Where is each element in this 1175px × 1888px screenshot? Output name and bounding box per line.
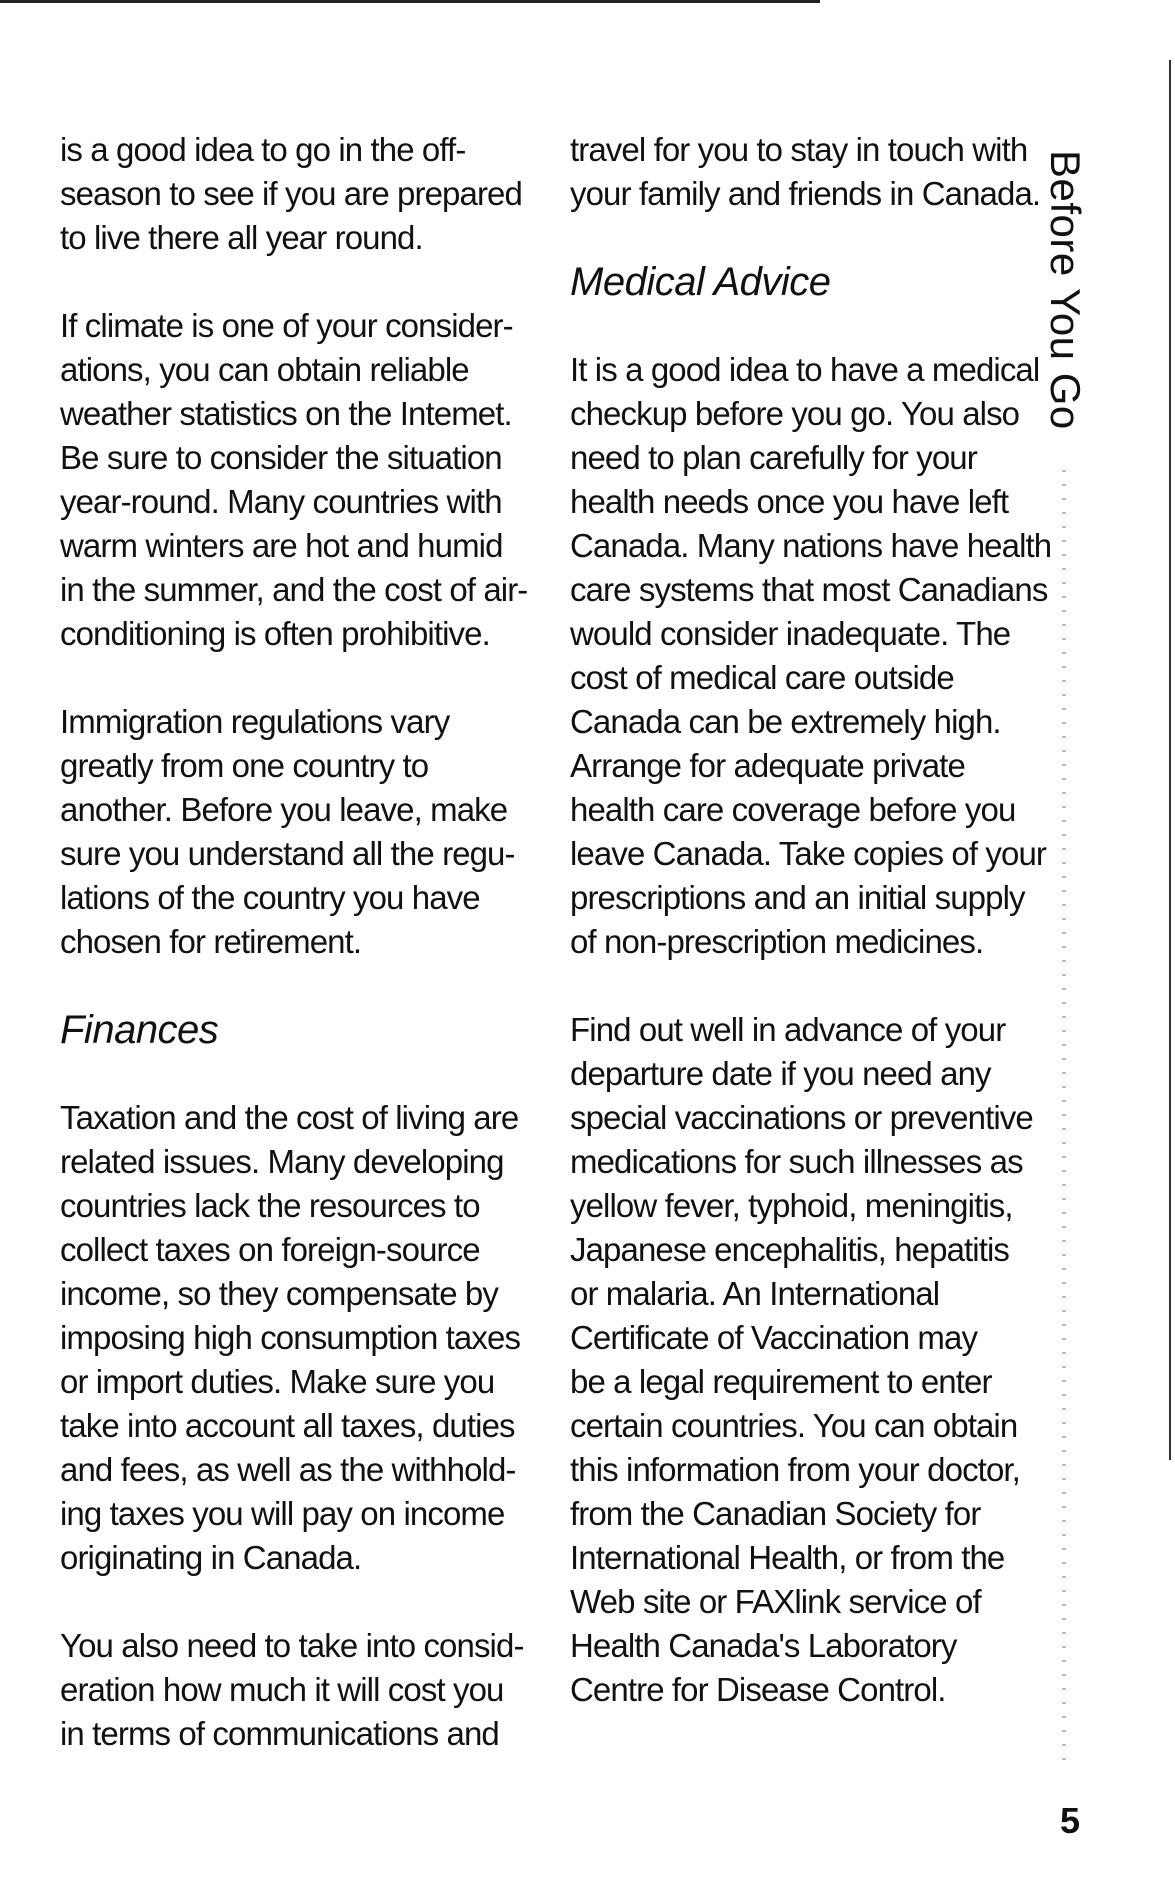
left-column <box>60 128 528 1800</box>
text-line: yellow fever, typhoid, meningitis, <box>570 1187 1013 1224</box>
text-line: collect taxes on foreign-source <box>60 1231 480 1268</box>
text-line: from the Canadian Society for <box>570 1495 981 1532</box>
text-line: health needs once you have left <box>570 483 1009 520</box>
text-line: eration how much it will cost you <box>60 1671 504 1708</box>
text-line: related issues. Many developing <box>60 1143 504 1180</box>
right-paragraph-3 <box>570 1008 1040 1712</box>
right-paragraph-1 <box>570 128 1040 216</box>
text-line: year-round. Many countries with <box>60 483 502 520</box>
text-line: originating in Canada. <box>60 1539 362 1576</box>
margin-speckle <box>1062 470 1066 1770</box>
text-line: of non-prescription medicines. <box>570 923 984 960</box>
text-line: greatly from one country to <box>60 747 429 784</box>
top-rule <box>0 0 820 3</box>
text-line: Find out well in advance of your <box>570 1011 1006 1048</box>
left-paragraph-4 <box>60 1096 522 1580</box>
text-line: Web site or FAXlink service of <box>570 1583 981 1620</box>
text-line: health care coverage before you <box>570 791 1016 828</box>
text-line: cost of medical care outside <box>570 659 954 696</box>
text-line: ations, you can obtain reliable <box>60 351 469 388</box>
text-line: Canada. Many nations have health <box>570 527 1052 564</box>
text-line: sure you understand all the regu- <box>60 835 515 872</box>
text-line: International Health, or from the <box>570 1539 1005 1576</box>
text-line: in terms of communications and <box>60 1715 499 1752</box>
text-line: would consider inadequate. The <box>570 615 1011 652</box>
text-line: Canada can be extremely high. <box>570 703 1001 740</box>
heading-medical-advice: Medical Advice <box>570 260 831 304</box>
text-line: imposing high consumption taxes <box>60 1319 521 1356</box>
text-line: be a legal requirement to enter <box>570 1363 992 1400</box>
text-line: your family and friends in Canada. <box>570 175 1041 212</box>
text-line: checkup before you go. You also <box>570 395 1020 432</box>
left-paragraph-5 <box>60 1624 522 1756</box>
text-line: lations of the country you have <box>60 879 480 916</box>
text-line: this information from your doctor, <box>570 1451 1020 1488</box>
text-line: departure date if you need any <box>570 1055 991 1092</box>
text-line: prescriptions and an initial supply <box>570 879 1025 916</box>
text-line: If climate is one of your consider- <box>60 307 513 344</box>
text-line: season to see if you are prepared <box>60 175 522 212</box>
text-line: countries lack the resources to <box>60 1187 480 1224</box>
text-line: income, so they compensate by <box>60 1275 498 1312</box>
section-tab-label: Before You Go <box>1042 150 1089 430</box>
text-line: in the summer, and the cost of air- <box>60 571 528 608</box>
text-line: Japanese encephalitis, hepatitis <box>570 1231 1010 1268</box>
text-line: Taxation and the cost of living are <box>60 1099 519 1136</box>
text-line: chosen for retirement. <box>60 923 362 960</box>
right-paragraph-2 <box>570 348 1052 964</box>
text-line: take into account all taxes, duties <box>60 1407 515 1444</box>
text-line: need to plan carefully for your <box>570 439 977 476</box>
page-edge-line <box>1169 60 1171 1460</box>
left-paragraph-3 <box>60 700 522 964</box>
text-line: another. Before you leave, make <box>60 791 508 828</box>
text-line: leave Canada. Take copies of your <box>570 835 1047 872</box>
text-line: Arrange for adequate private <box>570 747 965 784</box>
text-line: Centre for Disease Control. <box>570 1671 946 1708</box>
text-line: Certificate of Vaccination may <box>570 1319 978 1356</box>
text-line: conditioning is often prohibitive. <box>60 615 490 652</box>
left-paragraph-1 <box>60 128 522 260</box>
text-line: and fees, as well as the withhold- <box>60 1451 516 1488</box>
text-line: Immigration regulations vary <box>60 703 450 740</box>
text-line: certain countries. You can obtain <box>570 1407 1018 1444</box>
text-line: ing taxes you will pay on income <box>60 1495 505 1532</box>
right-column <box>570 128 1052 1756</box>
section-tab <box>1040 150 1090 430</box>
text-line: Be sure to consider the situation <box>60 439 502 476</box>
left-paragraph-2 <box>60 304 528 656</box>
text-line: Health Canada's Laboratory <box>570 1627 957 1664</box>
text-line: travel for you to stay in touch with <box>570 131 1028 168</box>
text-line: warm winters are hot and humid <box>60 527 503 564</box>
text-line: weather statistics on the Intemet. <box>60 395 512 432</box>
text-line: care systems that most Canadians <box>570 571 1048 608</box>
text-line: You also need to take into consid- <box>60 1627 524 1664</box>
heading-finances: Finances <box>60 1008 219 1052</box>
text-line: to live there all year round. <box>60 219 423 256</box>
text-line: or malaria. An International <box>570 1275 940 1312</box>
text-line: medications for such illnesses as <box>570 1143 1023 1180</box>
text-line: It is a good idea to have a medical <box>570 351 1040 388</box>
text-line: is a good idea to go in the off- <box>60 131 466 168</box>
text-line: or import duties. Make sure you <box>60 1363 495 1400</box>
text-line: special vaccinations or preventive <box>570 1099 1033 1136</box>
page-number: 5 <box>1060 1800 1081 1841</box>
